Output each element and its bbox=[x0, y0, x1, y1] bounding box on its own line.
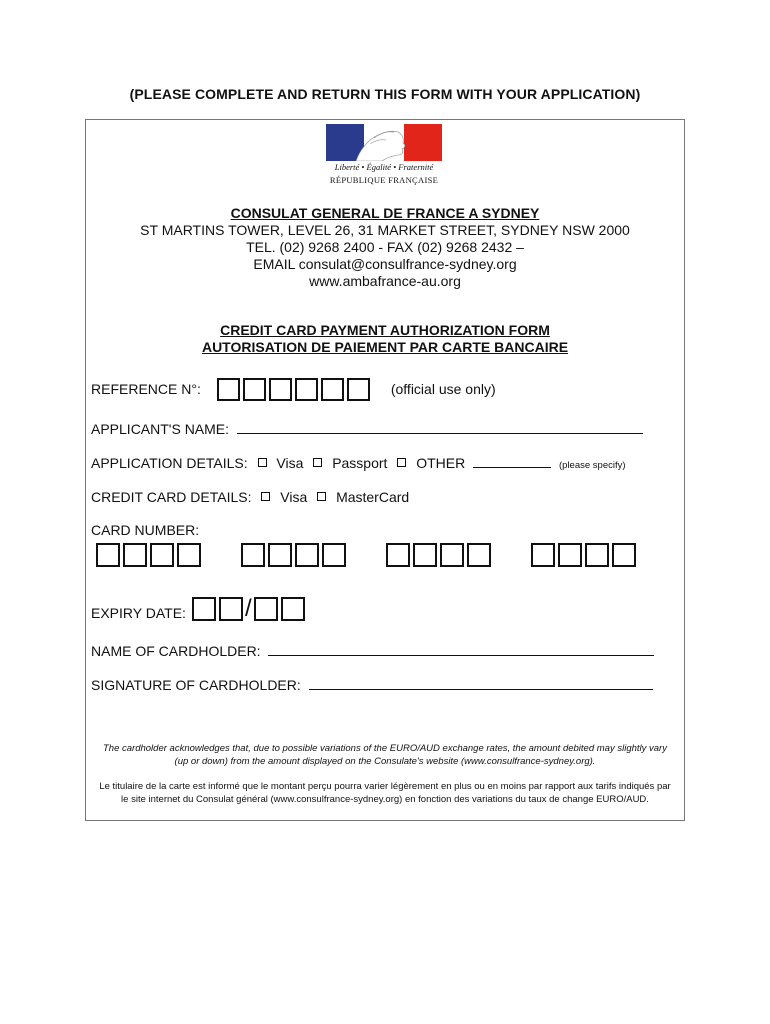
reference-digit-box[interactable] bbox=[347, 378, 370, 401]
credit-card-details-row bbox=[91, 489, 409, 505]
signature-field[interactable] bbox=[309, 677, 653, 690]
card-digit-box[interactable] bbox=[386, 543, 410, 567]
applicant-name-label: APPLICANT'S NAME: bbox=[91, 421, 230, 437]
reference-row bbox=[91, 377, 496, 401]
application-other-checkbox[interactable] bbox=[397, 458, 406, 467]
application-details-row bbox=[91, 455, 626, 471]
expiry-date-label: EXPIRY DATE: bbox=[91, 605, 186, 621]
please-specify-note: (please specify) bbox=[559, 460, 626, 471]
card-digit-box[interactable] bbox=[268, 543, 292, 567]
application-visa-checkbox[interactable] bbox=[258, 458, 267, 467]
logo-republique-francaise: RÉPUBLIQUE FRANÇAISE bbox=[329, 175, 439, 185]
card-digit-box[interactable] bbox=[241, 543, 265, 567]
form-instruction-header: (PLEASE COMPLETE AND RETURN THIS FORM WITH YOUR APPLICATION) bbox=[129, 86, 641, 102]
application-visa-label: Visa bbox=[276, 455, 304, 471]
card-visa-label: Visa bbox=[280, 489, 308, 505]
card-number-group bbox=[241, 543, 346, 567]
application-passport-label: Passport bbox=[332, 455, 388, 471]
card-mastercard-label: MasterCard bbox=[336, 489, 410, 505]
consulate-address: ST MARTINS TOWER, LEVEL 26, 31 MARKET STREET, SYDNEY NSW 2000 bbox=[140, 222, 630, 238]
cardholder-name-label: NAME OF CARDHOLDER: bbox=[91, 643, 261, 659]
disclaimer-french: Le titulaire de la carte est informé que le montant perçu pourra varier légèrement en plus ou en moins par rapport aux tarifs indiqués par le site internet du Consulat général (www.consulfrance-sydney.org) en fonction des variations du taux de change EURO/AUD. bbox=[99, 781, 671, 805]
reference-digit-box[interactable] bbox=[295, 378, 318, 401]
marianne-logo bbox=[322, 124, 446, 188]
card-digit-box[interactable] bbox=[531, 543, 555, 567]
consulate-email: EMAIL consulat@consulfrance-sydney.org bbox=[253, 256, 517, 272]
application-passport-checkbox[interactable] bbox=[313, 458, 322, 467]
reference-label: REFERENCE N°: bbox=[91, 381, 201, 397]
applicant-name-field[interactable] bbox=[237, 421, 643, 434]
card-digit-box[interactable] bbox=[150, 543, 174, 567]
card-number-group bbox=[386, 543, 491, 567]
reference-official-use-note: (official use only) bbox=[390, 381, 496, 397]
application-other-field[interactable] bbox=[473, 455, 551, 468]
reference-boxes bbox=[217, 378, 373, 401]
form-title-french: AUTORISATION DE PAIEMENT PAR CARTE BANCAIRE bbox=[201, 339, 569, 355]
card-digit-box[interactable] bbox=[96, 543, 120, 567]
application-details-label: APPLICATION DETAILS: bbox=[91, 455, 248, 471]
disclaimer-english: The cardholder acknowledges that, due to possible variations of the EURO/AUD exchange rates, the amount debited may slightly vary (up or down) from the amount displayed on the Consulate's website (www.consulfrance-sydney.org). bbox=[103, 743, 667, 767]
applicant-name-row bbox=[91, 421, 643, 437]
reference-digit-box[interactable] bbox=[243, 378, 266, 401]
expiry-date-row bbox=[91, 595, 308, 621]
card-digit-box[interactable] bbox=[558, 543, 582, 567]
card-digit-box[interactable] bbox=[322, 543, 346, 567]
expiry-separator: / bbox=[244, 595, 252, 622]
expiry-month-box[interactable] bbox=[219, 597, 243, 621]
card-digit-box[interactable] bbox=[295, 543, 319, 567]
reference-digit-box[interactable] bbox=[217, 378, 240, 401]
consulate-website: www.ambafrance-au.org bbox=[309, 273, 461, 289]
card-digit-box[interactable] bbox=[413, 543, 437, 567]
marianne-flag-icon bbox=[326, 124, 442, 161]
card-digit-box[interactable] bbox=[612, 543, 636, 567]
card-digit-box[interactable] bbox=[585, 543, 609, 567]
cardholder-name-field[interactable] bbox=[268, 643, 654, 656]
card-digit-box[interactable] bbox=[440, 543, 464, 567]
expiry-year-box[interactable] bbox=[281, 597, 305, 621]
credit-card-details-label: CREDIT CARD DETAILS: bbox=[91, 489, 252, 505]
reference-digit-box[interactable] bbox=[321, 378, 344, 401]
signature-label: SIGNATURE OF CARDHOLDER: bbox=[91, 677, 301, 693]
card-number-boxes bbox=[96, 543, 636, 567]
card-digit-box[interactable] bbox=[177, 543, 201, 567]
application-other-label: OTHER bbox=[416, 455, 466, 471]
card-mastercard-checkbox[interactable] bbox=[317, 492, 326, 501]
signature-row bbox=[91, 677, 653, 693]
logo-motto: Liberté • Égalité • Fraternité bbox=[334, 162, 434, 172]
card-visa-checkbox[interactable] bbox=[261, 492, 270, 501]
consulate-name: CONSULAT GENERAL DE FRANCE A SYDNEY bbox=[230, 205, 540, 221]
consulate-phone: TEL. (02) 9268 2400 - FAX (02) 9268 2432 – bbox=[246, 239, 524, 255]
card-digit-box[interactable] bbox=[467, 543, 491, 567]
reference-digit-box[interactable] bbox=[269, 378, 292, 401]
card-digit-box[interactable] bbox=[123, 543, 147, 567]
expiry-year-box[interactable] bbox=[254, 597, 278, 621]
card-number-group bbox=[96, 543, 201, 567]
cardholder-name-row bbox=[91, 643, 654, 659]
card-number-label: CARD NUMBER: bbox=[91, 522, 200, 538]
expiry-month-box[interactable] bbox=[192, 597, 216, 621]
form-title-english: CREDIT CARD PAYMENT AUTHORIZATION FORM bbox=[220, 322, 550, 338]
card-number-group bbox=[531, 543, 636, 567]
